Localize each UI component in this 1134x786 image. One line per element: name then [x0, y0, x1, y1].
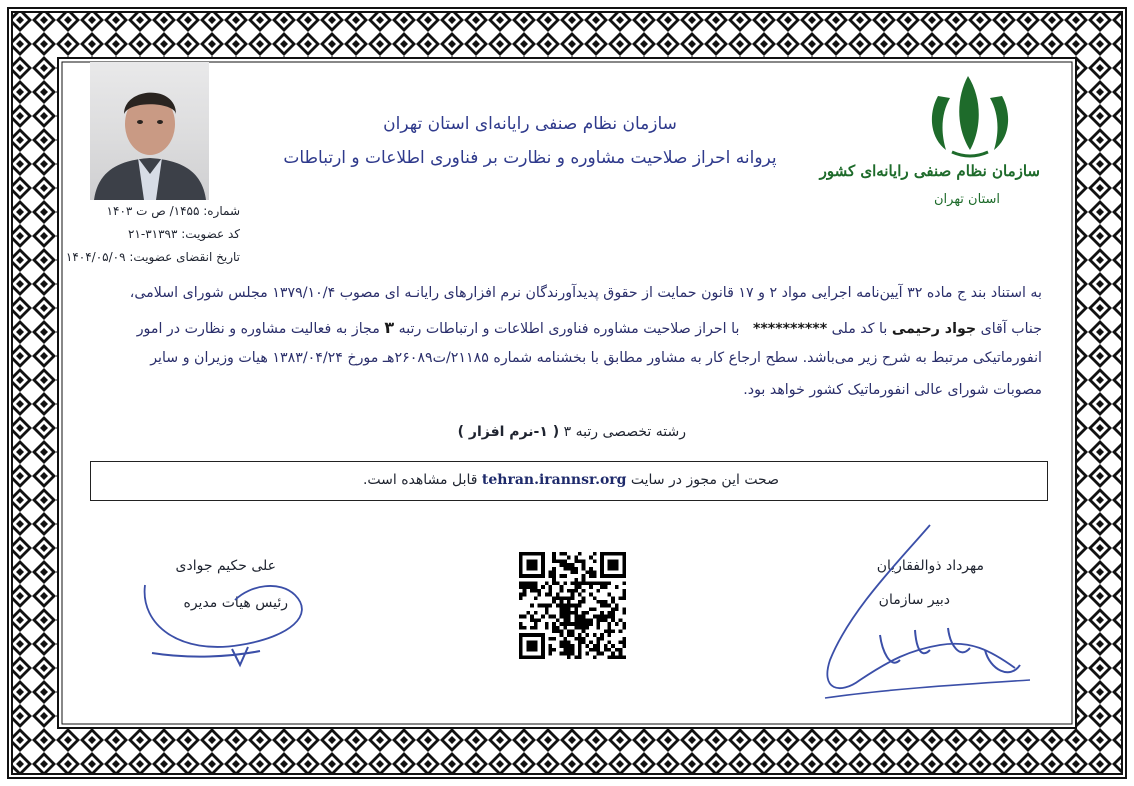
holder-prefix: جناب آقای — [980, 321, 1042, 337]
verification-site-link[interactable]: tehran.irannsr.org — [481, 472, 627, 488]
left-signer-name: علی حکیم جوادی — [175, 558, 276, 574]
qualification-end: مجاز به فعالیت مشاوره و نظارت در امور — [136, 321, 380, 337]
holder-name: جواد رحیمی — [891, 321, 977, 337]
leaf-emblem-icon — [890, 66, 1050, 166]
organization-title: سازمان نظام صنفی رایانه‌ای استان تهران — [383, 114, 677, 134]
logo-org-name: سازمان نظام صنفی رایانه‌ای کشور — [819, 162, 1040, 180]
certificate-title: پروانه احراز صلاحیت مشاوره و نظارت بر فناوری اطلاعات و ارتباطات — [283, 148, 777, 168]
right-signature-image — [820, 520, 1040, 710]
certificate-number: شماره: ۱۴۵۵/ ص ت ۱۴۰۳ — [106, 204, 240, 218]
specialty-line — [458, 424, 686, 440]
body-line-3: انفورماتیکی مرتبط به شرح زیر می‌باشد. سطح ارجاع کار به مشاور مطابق با بخشنامه شماره ۲۱۱۸۵/ت۲۶۰۸۹هـ مورخ ۱۳۸۳/۰۴/۲۴ هیات وزیران و سایر — [150, 350, 1042, 366]
body-line-4: مصوبات شورای عالی انفورماتیک کشور خواهد بود. — [743, 382, 1042, 398]
verification-notice-box — [90, 461, 1048, 501]
body-line-2 — [137, 318, 1042, 337]
holder-photo — [90, 62, 209, 200]
right-signer-name: مهرداد ذوالفقاریان — [876, 558, 984, 574]
verification-after: قابل مشاهده است. — [362, 472, 478, 488]
membership-expiry-date: تاریخ انقضای عضویت: ۱۴۰۴/۰۵/۰۹ — [65, 250, 240, 264]
left-signer-title: رئیس هیات مدیره — [183, 595, 288, 611]
national-id-label: با کد ملی — [831, 321, 888, 337]
specialty-value: ( ۱-نرم افزار ) — [457, 424, 560, 440]
national-id-value: ********** — [752, 321, 828, 337]
membership-code: کد عضویت: ۳۱۳۹۳-۲۱ — [127, 227, 240, 241]
organization-logo — [819, 66, 1050, 216]
verification-qr-code[interactable] — [519, 552, 626, 659]
verification-text — [363, 472, 779, 488]
qualification-text: با احراز صلاحیت مشاوره فناوری اطلاعات و ارتباطات رتبه — [398, 321, 740, 337]
specialty-label: رشته تخصصی رتبه ۳ — [563, 424, 686, 440]
right-signer-title: دبیر سازمان — [878, 592, 950, 608]
body-line-1: به استناد بند ج ماده ۳۲ آیین‌نامه اجرایی مواد ۲ و ۱۷ قانون حمایت از حقوق پدیدآورندگان نرم افزارهای رایانـه ای مصوب ۱۳۷۹/۱۰/۴ مجلس شورای اسلامی، — [129, 285, 1042, 301]
left-signature-image — [140, 565, 315, 675]
verification-before: صحت این مجوز در سایت — [630, 472, 779, 488]
rank-value: ۳ — [384, 318, 395, 337]
logo-province: استان تهران — [933, 192, 1000, 207]
